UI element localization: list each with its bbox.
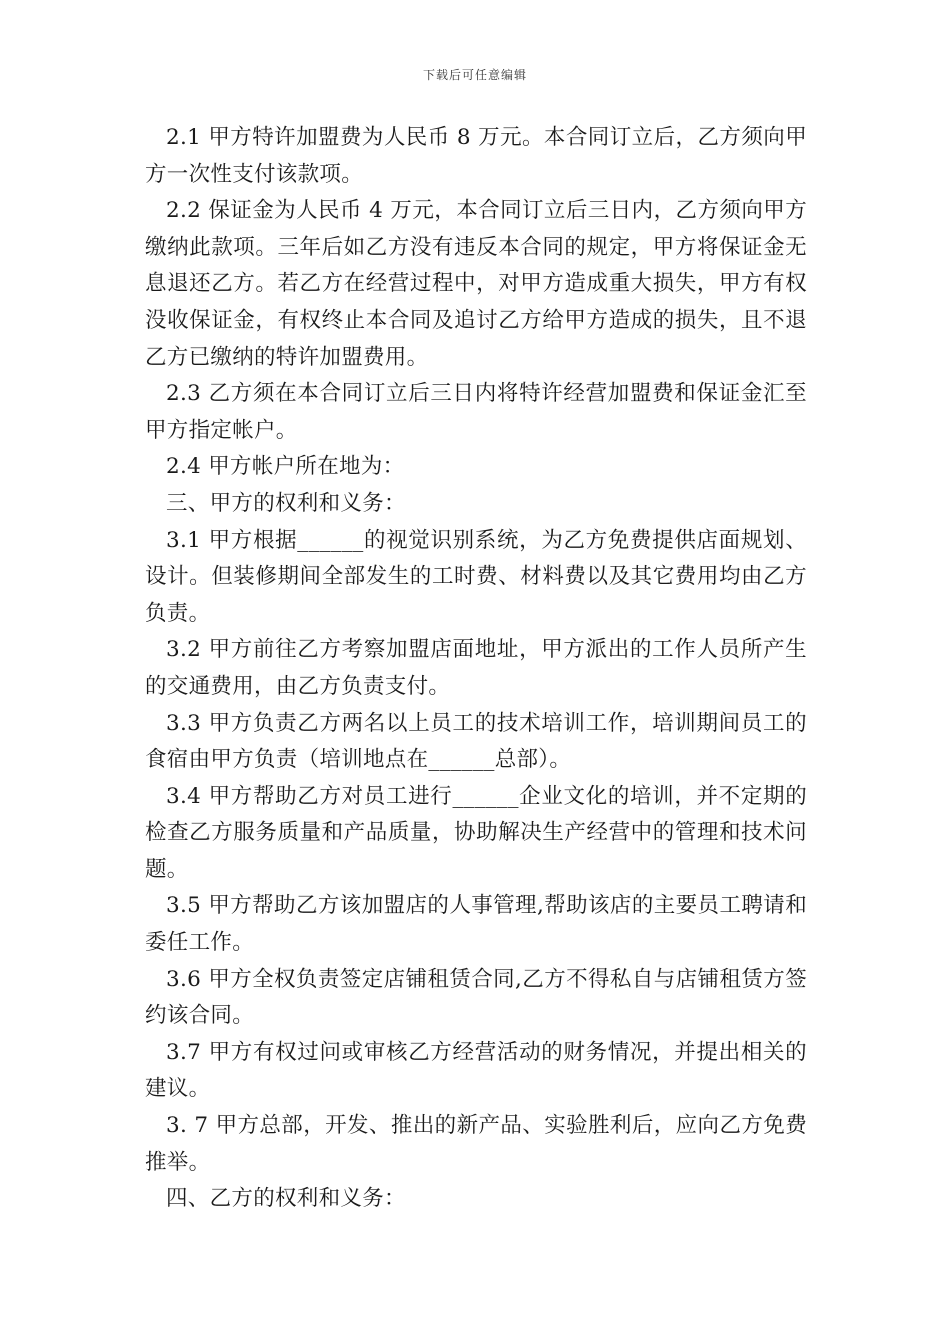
clause-2-3: 2.3 乙方须在本合同订立后三日内将特许经营加盟费和保证金汇至甲方指定帐户。 xyxy=(145,381,807,443)
clause-2-1: 2.1 甲方特许加盟费为人民币 8 万元。本合同订立后，乙方须向甲方一次性支付该款项。 xyxy=(145,125,807,187)
clause-3-4: 3.4 甲方帮助乙方对员工进行______企业文化的培训，并不定期的检查乙方服务质量和产品质量，协助解决生产经营中的管理和技术问题。 xyxy=(145,783,807,882)
page-header-note: 下载后可任意编辑 xyxy=(422,68,527,82)
clause-3-7-second: 3. 7 甲方总部，开发、推出的新产品、实验胜利后，应向乙方免费推举。 xyxy=(145,1113,807,1175)
document-body xyxy=(145,120,807,1218)
clause-3-6: 3.6 甲方全权负责签定店铺租赁合同,乙方不得私自与店铺租赁方签约该合同。 xyxy=(145,966,807,1029)
clause-3-2: 3.2 甲方前往乙方考察加盟店面地址，甲方派出的工作人员所产生的交通费用，由乙方负责支付。 xyxy=(145,637,807,699)
clause-3-7: 3.7 甲方有权过问或审核乙方经营活动的财务情况，并提出相关的建议。 xyxy=(145,1039,807,1102)
clause-3-3: 3.3 甲方负责乙方两名以上员工的技术培训工作，培训期间员工的食宿由甲方负责（培训地点在______总部）。 xyxy=(145,710,807,773)
clause-2-2: 2.2 保证金为人民币 4 万元，本合同订立后三日内，乙方须向甲方缴纳此款项。三年后如乙方没有违反本合同的规定，甲方将保证金无息退还乙方。若乙方在经营过程中，对甲方造成重大损失，甲方有权没收保证金，有权终止本合同及追讨乙方给甲方造成的损失，且不退乙方已缴纳的特许加盟费用。 xyxy=(145,198,807,370)
section-4-heading: 四、乙方的权利和义务： xyxy=(166,1186,406,1212)
section-3-heading: 三、甲方的权利和义务： xyxy=(166,490,406,516)
clause-3-5: 3.5 甲方帮助乙方该加盟店的人事管理,帮助该店的主要员工聘请和委任工作。 xyxy=(145,893,807,956)
clause-3-1: 3.1 甲方根据______的视觉识别系统，为乙方免费提供店面规划、设计。但装修期间全部发生的工时费、材料费以及其它费用均由乙方负责。 xyxy=(145,527,807,626)
clause-2-4: 2.4 甲方帐户所在地为： xyxy=(166,454,405,480)
